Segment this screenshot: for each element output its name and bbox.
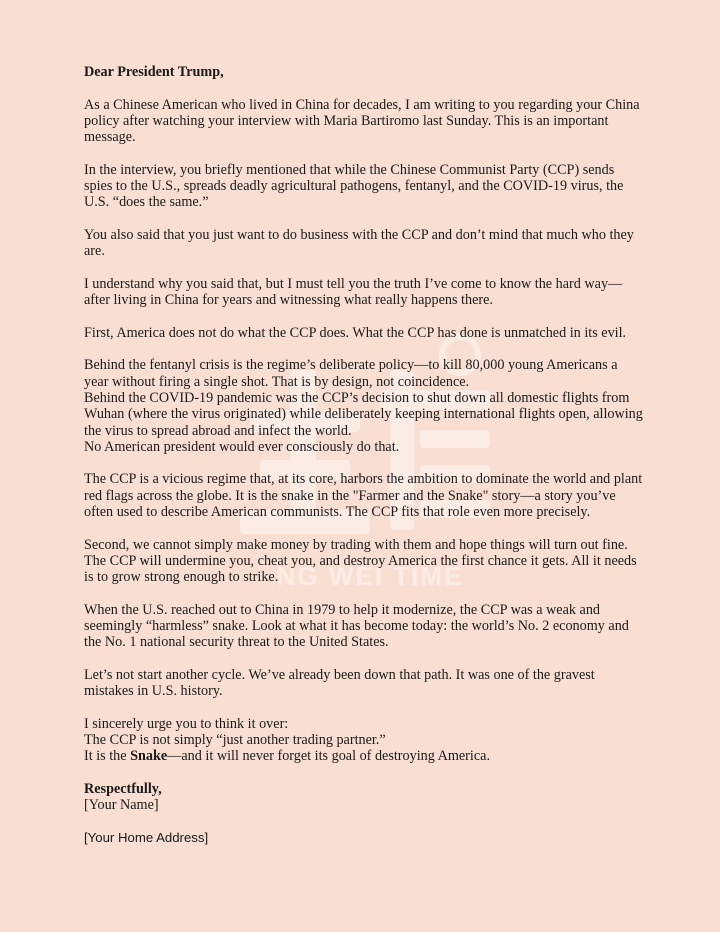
paragraph-second-point: Second, we cannot simply make money by trading with them and hope things will turn out fine. The CCP will undermine you, cheat you, and destroy America the first chance it gets. All it needs is to grow strong enough to strike. (84, 536, 637, 586)
salutation: Dear President Trump, (84, 64, 224, 80)
urge-line-1: I sincerely urge you to think it over: (84, 715, 289, 732)
paragraph-evidence (84, 357, 644, 455)
urge-line-3-pre: It is the (84, 748, 131, 765)
paragraph-first-point: First, America does not do what the CCP does. What the CCP has done is unmatched in its evil. (84, 324, 627, 341)
paragraph-intro: As a Chinese American who lived in China for decades, I am writing to you regarding your China policy after watching your interview with Maria Bartiromo last Sunday. This is an important message. (84, 96, 640, 146)
address-placeholder: [Your Home Address] (84, 829, 209, 845)
urge-line-3-post: —and it will never forget its goal of destroying America. (167, 748, 490, 765)
watermark-text: NG WEI TIME (276, 561, 464, 591)
evidence-conclusion: No American president would ever consciously do that. (84, 438, 400, 455)
closing: Respectfully, (84, 781, 162, 798)
evidence-covid: Behind the COVID-19 pandemic was the CCP’s decision to shut down all domestic flights from Wuhan (where the virus originated) while deliberately keeping international flights open, allowing the virus to spread abroad and infect the world. (84, 389, 643, 439)
paragraph-regime: The CCP is a vicious regime that, at its core, harbors the ambition to dominate the world and plant red flags across the globe. It is the snake in the "Farmer and the Snake" story—a story you’ve often used to describe American communists. The CCP fits that role even more precisely. (84, 471, 643, 521)
paragraph-interview: In the interview, you briefly mentioned that while the Chinese Communist Party (CCP) sends spies to the U.S., spreads deadly agricultural pathogens, fentanyl, and the COVID-19 virus, the U.S. “does the same.” (84, 161, 624, 211)
snake-emphasis: Snake (130, 748, 168, 765)
urge-line-3 (84, 748, 644, 764)
evidence-fentanyl: Behind the fentanyl crisis is the regime’s deliberate policy—to kill 80,000 young Americans a year without firing a single shot. That is by design, not coincidence. (84, 357, 618, 390)
paragraph-urge (84, 716, 644, 765)
paragraph-business: You also said that you just want to do business with the CCP and don’t mind that much who they are. (84, 226, 634, 260)
paragraph-history: When the U.S. reached out to China in 1979 to help it modernize, the CCP was a weak and seemingly “harmless” snake. Look at what it has become today: the world’s No. 2 economy and the No. 1 national security threat to the United States. (84, 601, 629, 651)
letter-body (84, 64, 644, 863)
paragraph-cycle: Let’s not start another cycle. We’ve already been down that path. It was one of the gravest mistakes in U.S. history. (84, 666, 595, 700)
paragraph-truth: I understand why you said that, but I must tell you the truth I’ve come to know the hard way—after living in China for years and witnessing what really happens there. (84, 275, 623, 309)
urge-line-2: The CCP is not simply “just another trading partner.” (84, 732, 386, 749)
name-placeholder: [Your Name] (84, 797, 159, 814)
signature-block (84, 781, 644, 814)
